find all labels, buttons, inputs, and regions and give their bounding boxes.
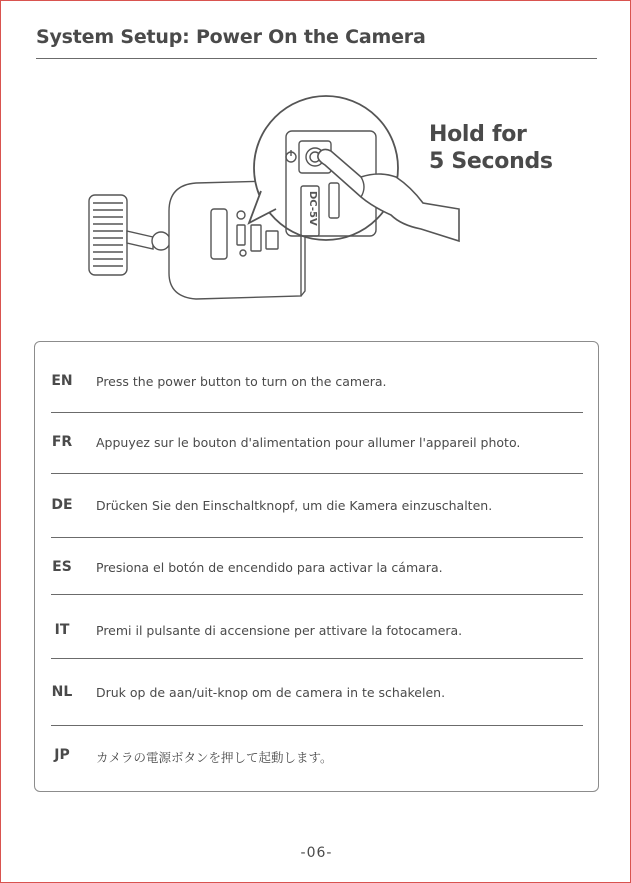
instruction-text: Presiona el botón de encendido para activar la cámara. [96,560,443,575]
lang-code: DE [51,497,73,513]
instructions-panel [34,341,599,792]
lang-code: FR [51,434,73,450]
lang-code: ES [52,559,72,575]
hold-callout [429,121,553,175]
lang-code: EN [51,373,73,389]
lang-code: IT [54,622,70,638]
svg-text:DC-5V: DC-5V [307,191,318,226]
instruction-text: Drücken Sie den Einschaltknopf, um die Kamera einzuschalten. [96,498,493,513]
lang-code: NL [51,684,73,700]
row-divider [51,658,583,659]
row-divider [51,725,583,726]
instruction-text: Druk op de aan/uit-knop om de camera in te schakelen. [96,685,446,700]
instruction-text: Appuyez sur le bouton d'alimentation pour allumer l'appareil photo. [96,435,521,450]
page-title: System Setup: Power On the Camera [36,26,426,48]
hold-callout-line1: Hold for [429,122,527,147]
hold-callout-line2: 5 Seconds [429,149,553,174]
row-divider [51,412,583,413]
lang-code: JP [54,747,70,763]
row-divider [51,594,583,595]
page-number: -06- [300,845,333,861]
instruction-text: Premi il pulsante di accensione per attivare la fotocamera. [96,623,463,638]
title-rule [36,58,597,59]
row-divider [51,537,583,538]
row-divider [51,473,583,474]
instruction-text: Press the power button to turn on the camera. [96,374,387,389]
instruction-text: カメラの電源ボタンを押して起動します。 [96,750,333,765]
mount-base-icon [89,195,170,275]
